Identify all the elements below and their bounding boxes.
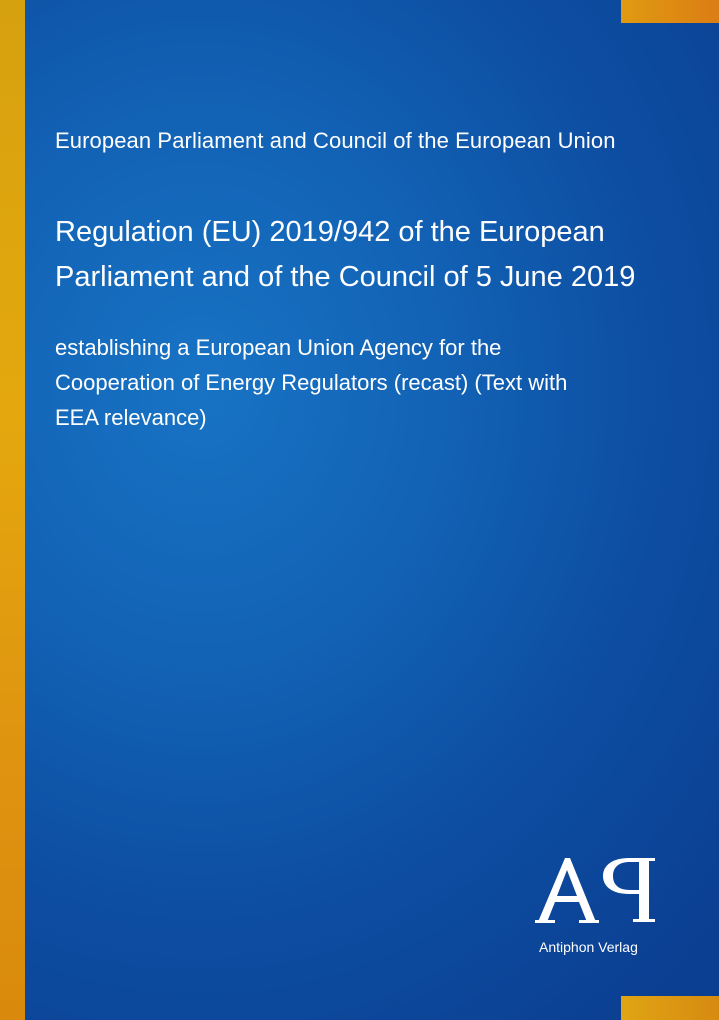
subtitle-line-3: EEA relevance) bbox=[55, 405, 207, 430]
logo-serif-a-left bbox=[535, 920, 555, 923]
title-line-2: Parliament and of the Council of 5 June 2019 bbox=[55, 261, 636, 293]
subtitle-line-1: establishing a European Union Agency for the bbox=[55, 335, 502, 360]
top-right-accent-bar bbox=[621, 0, 719, 23]
logo-letter-a bbox=[538, 858, 596, 922]
subtitle-line-2: Cooperation of Energy Regulators (recast) (Text with bbox=[55, 370, 568, 395]
author-name: European Parliament and Council of the European Union bbox=[55, 128, 616, 153]
ap-monogram-icon bbox=[535, 852, 665, 932]
logo-serif-a-right bbox=[579, 920, 599, 923]
bottom-right-accent-bar bbox=[621, 996, 719, 1020]
title-line-1: Regulation (EU) 2019/942 of the European bbox=[55, 216, 605, 248]
book-title bbox=[55, 210, 695, 300]
logo-letter-p bbox=[603, 858, 655, 922]
publisher-logo-svg bbox=[535, 852, 665, 932]
left-accent-bar bbox=[0, 0, 25, 1020]
publisher-name: Antiphon Verlag bbox=[539, 939, 638, 955]
book-subtitle bbox=[55, 330, 655, 435]
